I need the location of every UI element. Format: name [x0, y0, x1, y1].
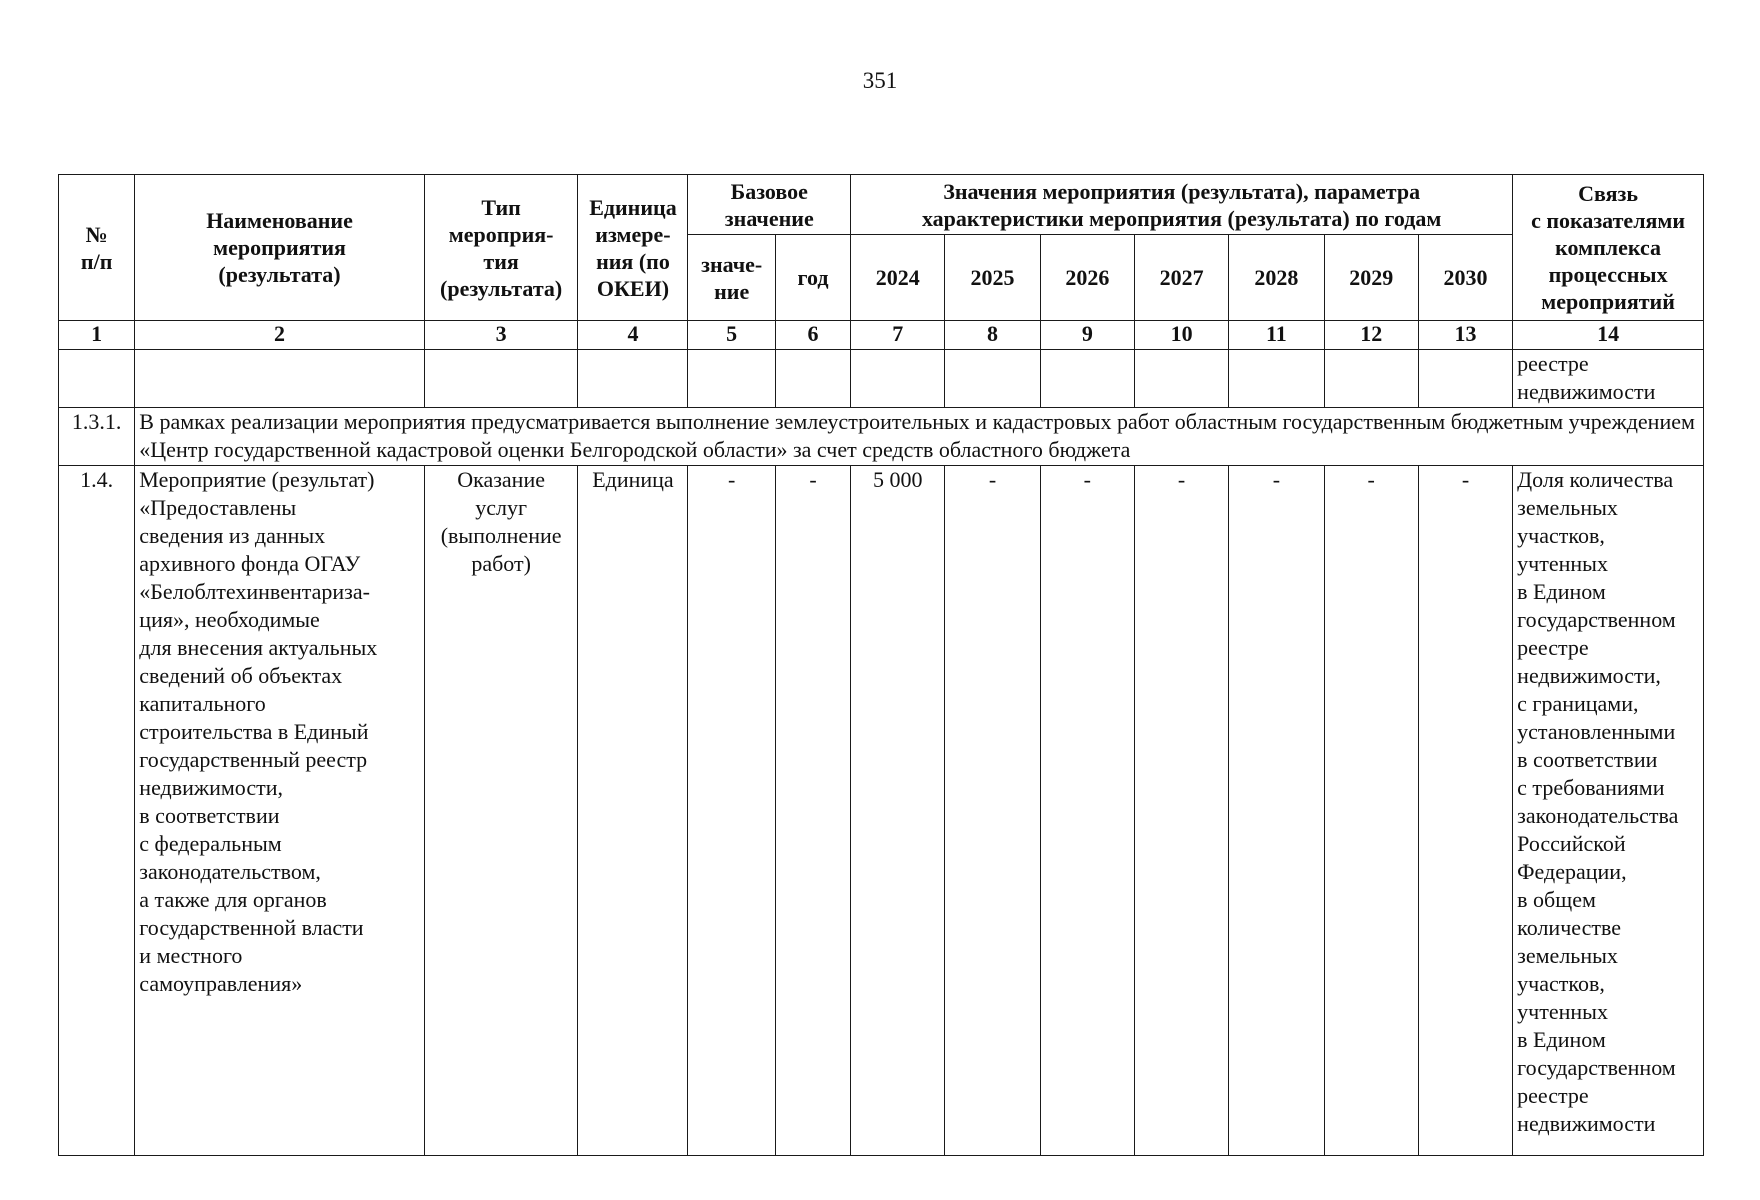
row-number: 1.3.1.: [59, 408, 135, 466]
measures-table: [58, 174, 1704, 1156]
empty-cell: [851, 350, 945, 408]
column-number: 7: [851, 321, 945, 350]
column-number: 13: [1418, 321, 1512, 350]
header-name: Наименование мероприятия (результата): [135, 175, 424, 321]
header-year-2025: 2025: [945, 235, 1040, 321]
continuation-link-text: реестре недвижимости: [1513, 350, 1704, 408]
base-year: -: [775, 466, 850, 1156]
empty-cell: [1418, 350, 1512, 408]
measure-type: Оказание услуг (выполнение работ): [424, 466, 578, 1156]
header-year-2028: 2028: [1229, 235, 1324, 321]
header-link: Связь с показателями комплекса процессных мероприятий: [1513, 175, 1704, 321]
header-unit: Единица измере- ния (по ОКЕИ): [578, 175, 688, 321]
header-values-group: Значения мероприятия (результата), параметра характеристики мероприятия (результата) по годам: [851, 175, 1513, 235]
empty-cell: [1229, 350, 1324, 408]
column-number: 10: [1134, 321, 1228, 350]
column-number: 6: [775, 321, 850, 350]
value-2027: -: [1134, 466, 1228, 1156]
header-year-2026: 2026: [1040, 235, 1134, 321]
empty-cell: [424, 350, 578, 408]
column-number: 8: [945, 321, 1040, 350]
empty-cell: [59, 350, 135, 408]
column-number: 5: [688, 321, 776, 350]
row-number: 1.4.: [59, 466, 135, 1156]
value-2030: -: [1418, 466, 1512, 1156]
empty-cell: [1324, 350, 1418, 408]
header-year-2030: 2030: [1418, 235, 1512, 321]
header-base-value: значе- ние: [688, 235, 776, 321]
empty-cell: [1134, 350, 1228, 408]
header-base-year: год: [775, 235, 850, 321]
continuation-row: [59, 350, 1704, 408]
column-number: 9: [1040, 321, 1134, 350]
base-value: -: [688, 466, 776, 1156]
column-numbers-row: [59, 321, 1704, 350]
value-2024: 5 000: [851, 466, 945, 1156]
empty-cell: [688, 350, 776, 408]
indicator-link: Доля количества земельных участков, учтенных в Едином государственном реестре недвижимости, с границами, установленными в соответствии с требованиями законодательства Российской Федерации, в общем количестве земельных участков, учтенных в Едином государственном реестре недвижимости: [1513, 466, 1704, 1156]
measure-unit: Единица: [578, 466, 688, 1156]
header-year-2029: 2029: [1324, 235, 1418, 321]
value-2028: -: [1229, 466, 1324, 1156]
value-2025: -: [945, 466, 1040, 1156]
header-year-2024: 2024: [851, 235, 945, 321]
header-base-group: Базовое значение: [688, 175, 851, 235]
column-number: 2: [135, 321, 424, 350]
empty-cell: [578, 350, 688, 408]
value-2029: -: [1324, 466, 1418, 1156]
column-number: 12: [1324, 321, 1418, 350]
header-type: Тип мероприя- тия (результата): [424, 175, 578, 321]
value-2026: -: [1040, 466, 1134, 1156]
row-1-4: [59, 466, 1704, 1156]
empty-cell: [945, 350, 1040, 408]
empty-cell: [775, 350, 850, 408]
row-1-3-1-description: В рамках реализации мероприятия предусматривается выполнение землеустроительных и кадастровых работ областным государственным бюджетным учреждением «Центр государственной кадастровой оценки Белгородской области» за счет средств областного бюджета: [135, 408, 1704, 466]
column-number: 14: [1513, 321, 1704, 350]
measure-name: Мероприятие (результат) «Предоставлены сведения из данных архивного фонда ОГАУ «Белоблтехинвентариза- ция», необходимые для внесения актуальных сведений об объектах капитального строительства в Единый государственный реестр недвижимости, в соответствии с федеральным законодательством, а также для органов государственной власти и местного самоуправления»: [135, 466, 424, 1156]
empty-cell: [1040, 350, 1134, 408]
column-number: 4: [578, 321, 688, 350]
column-number: 11: [1229, 321, 1324, 350]
header-year-2027: 2027: [1134, 235, 1228, 321]
header-num: № п/п: [59, 175, 135, 321]
empty-cell: [135, 350, 424, 408]
page-number: 351: [862, 68, 898, 93]
column-number: 3: [424, 321, 578, 350]
column-number: 1: [59, 321, 135, 350]
row-1-3-1: [59, 408, 1704, 466]
